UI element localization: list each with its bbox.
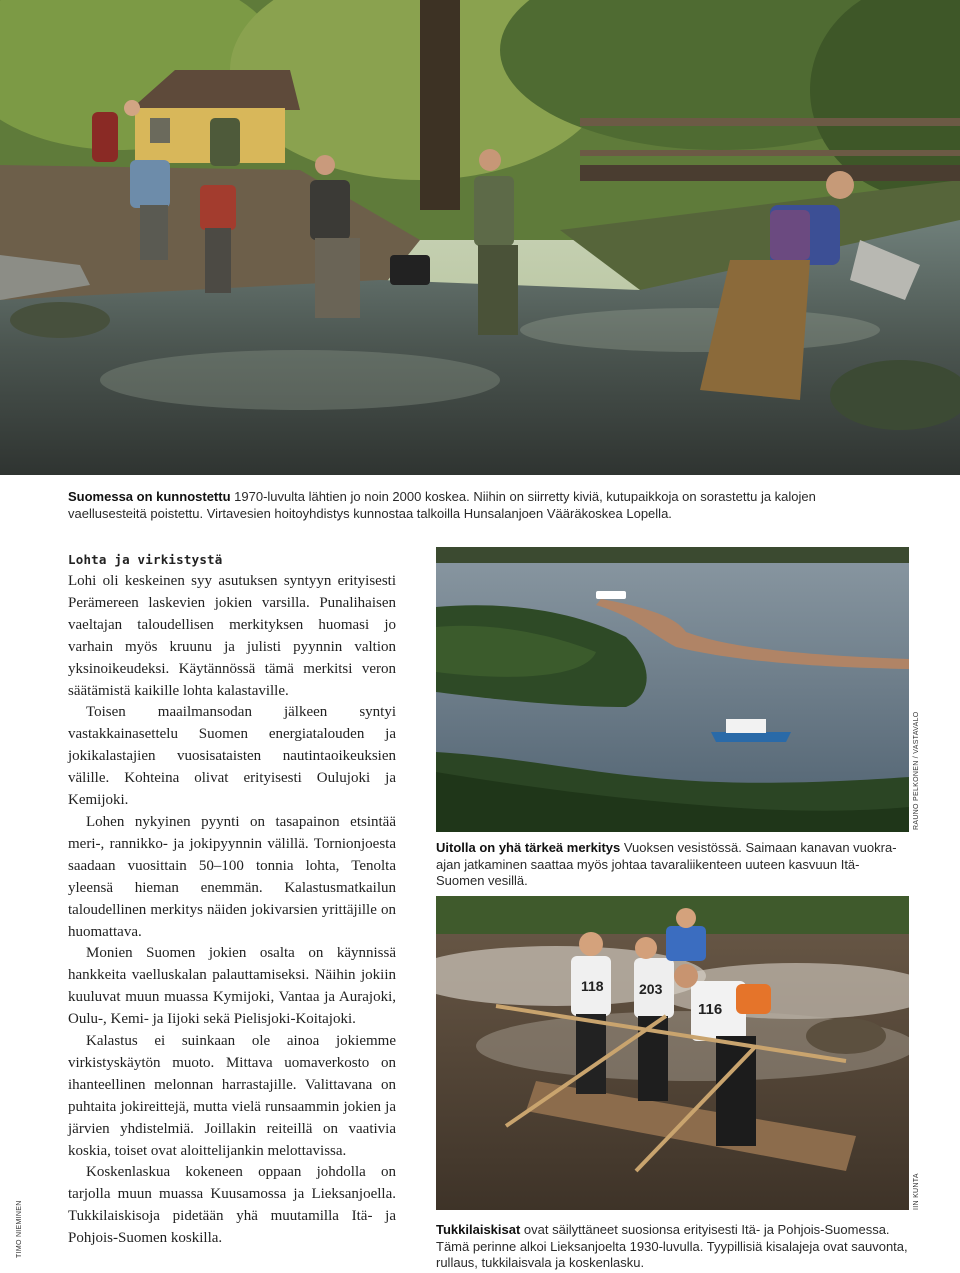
river-restoration-caption bbox=[68, 489, 888, 522]
photo-credit-lake: RAUNO PELKONEN / VASTAVALO bbox=[913, 711, 920, 830]
bib-number: 118 bbox=[581, 978, 604, 994]
article-column bbox=[68, 552, 396, 1250]
caption-text: Vuoksen vesistössä. Saimaan kanavan vuokra-ajan jatkaminen saattaa myös johtaa tavaraliikenteen uuteen kasvuun Itä-Suomen vesillä. bbox=[436, 840, 897, 888]
photo-credit-top: TIMO NIEMINEN bbox=[16, 1200, 23, 1258]
log-rolling-photo bbox=[436, 896, 909, 1210]
article-paragraph: Kalastus ei suinkaan ole ainoa jokiemme virkistyskäytön muoto. Mittava uomaverkosto on ihanteellinen melonnan harrastajille. Valittavana on puhtaita jokireittejä, mutta vielä runsaammin jokien ja järvien yhdistelmiä. Joillakin reiteillä on vaativia koskia, toiset ovat aloittelijankin melottavissa. bbox=[68, 1033, 396, 1159]
caption-lead: Uitolla on yhä tärkeä merkitys bbox=[436, 840, 621, 855]
log-rolling-caption bbox=[436, 1222, 926, 1272]
caption-text: ovat säilyttäneet suosionsa erityisesti Itä- ja Pohjois-Suomessa. Tämä perinne alkoi Lieksanjoelta 1930-luvulla. Tyypillisiä kisalajeja ovat sauvonta, rullaus, tukkilaisvala ja koskenlasku. bbox=[436, 1222, 908, 1270]
log-floating-caption bbox=[436, 840, 906, 890]
bib-number: 116 bbox=[698, 1001, 723, 1018]
article-paragraph: Lohi oli keskeinen syy asutuksen syntyyn erityisesti Perämereen laskevien jokien varsilla. Punalihaisen vaeltajan taloudellisen merkityksen huomasi jo varhain myös kruunu ja julisti pyynnin valtion yksinoikeudeksi. Käytännössä tämä merkitsi veron säätämistä kaikille lohta kalastaville. bbox=[68, 573, 396, 699]
article-paragraph: Koskenlaskua kokeneen oppaan johdolla on tarjolla muun muassa Kuusamossa ja Lieksanjoella. Tukkilaiskisoja pidetään yhä muutamilla Itä- ja Pohjois-Suomen koskilla. bbox=[68, 1164, 396, 1247]
bib-number: 203 bbox=[639, 981, 663, 997]
log-floating-photo bbox=[436, 547, 909, 832]
article-paragraph: Lohen nykyinen pyynti on tasapainon etsintää meri-, rannikko- ja jokipyynnin välillä. Tornionjoesta saadaan vuosittain 50–100 tonnia lohta, Tenolta yleensä hieman enemmän. Kalastusmatkailun taloudellinen merkitys näiden jokivarsien yrittäjille on huomattava. bbox=[68, 813, 396, 940]
section-heading: Lohta ja virkistystä bbox=[68, 552, 223, 567]
photo-credit-raft: IIN KUNTA bbox=[913, 1173, 920, 1210]
river-restoration-photo bbox=[0, 0, 960, 475]
caption-lead: Suomessa on kunnostettu bbox=[68, 489, 231, 504]
article-paragraph: Toisen maailmansodan jälkeen syntyi vastakkainasettelu Suomen energiatalouden ja jokikalastajien vuosisataisten nautintaoikeuksien välille. Kohteina olivat erityisesti Oulujoki ja Kemijoki. bbox=[68, 704, 396, 809]
caption-lead: Tukkilaiskisat bbox=[436, 1222, 521, 1237]
caption-text: 1970-luvulta lähtien jo noin 2000 koskea. Niihin on siirretty kiviä, kutupaikkoja on sorastettu ja kalojen vaellusesteitä poistettu. Virtavesien hoitoyhdistys kunnostaa talkoilla Hunsalanjoen Vääräkoskea Lopella. bbox=[68, 489, 816, 521]
article-paragraph: Monien Suomen jokien osalta on käynnissä hankkeita vaelluskalan palauttamiseksi. Näihin jokiin kuuluvat muun muassa Kymijoki, Vantaa ja Aurajoki, Oulu-, Kemi- ja Iijoki sekä Pielisjoki-Koitajoki. bbox=[68, 945, 396, 1028]
